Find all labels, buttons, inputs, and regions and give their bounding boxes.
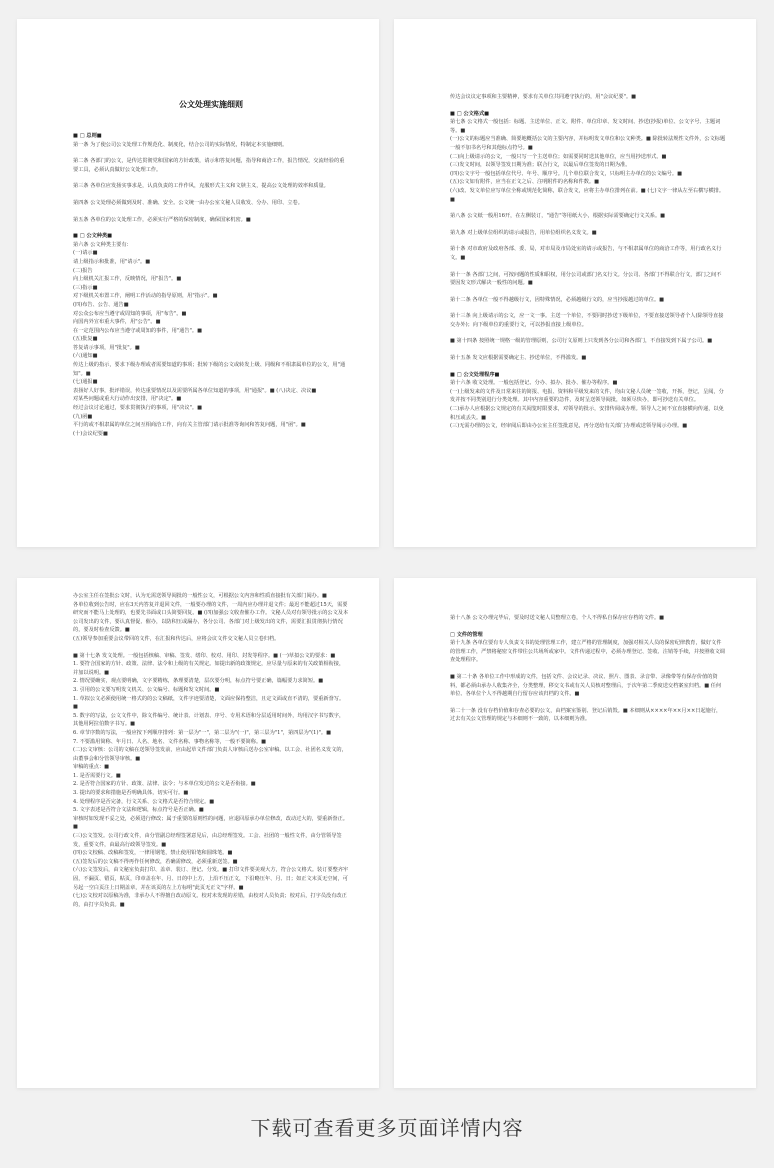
paragraph: 各单位收到公告时，应在3天内答复并退回文件，一般要办理的文件，一周内应办理并退文件；最迟不能超过15天，需要研究而不能马上处理的，也要先书面或口头简要回复。■ (四)加强公文收查催办工作。文秘人员对有领导批示的公文及本公司发出的文件，要认真督促、催办，以防积压或漏办，各分公司、各部门对上级发出的文件，需要汇报贯彻执行情况的，要及时检查反馈。■ [73, 601, 349, 634]
paragraph: (七)通报■ [73, 379, 98, 386]
paragraph: (三)无需办理的公文，经审阅后即由办公室主任签批意见，再分送给有关部门办理或送领导阅示办理。■ [450, 423, 688, 430]
paragraph: (六)通知■ [73, 353, 98, 360]
paragraph: 第二十一条 没有存档价值和存查必要的公文，由档案室鉴别、登记后销毁。■ 本细则从××××年××月××日起施行，过去有关公文管理的规定与本细则不一致的，以本细则为准。 [450, 707, 722, 723]
paragraph: 第六条 公文种类主要有： [73, 241, 132, 248]
paragraph: (五)公文如有附件，应当在正文之后、注明附件的名称和件数。■ [450, 179, 600, 186]
paragraph: 第九条 对上级单位组织的请示或报告，用单位组织名义发文。■ [450, 229, 597, 236]
paragraph: (四)公文校稿、改稿和签发，一律用钢笔，禁止使用铅笔和圆珠笔。■ [73, 850, 233, 857]
paragraph: 传达上级的指示，要求下级办理或者需要知道的事项；批转下级的公文或转发上级、同级和不相隶属单位的公文，用"通知"。■ [73, 362, 346, 377]
paragraph: (十)会议纪要■ [73, 430, 108, 437]
paragraph: (一)上级发来的文件及日常来往的简报、电报、资料和平级发来的文件，均由文秘人员统一签收，开拆，登记，呈阅，分发并按不同类别进行分类处理。其中内容重要的急件，及时呈送领导阅批，如须尽快办，即可抄送有关单位。 [450, 388, 724, 404]
paragraph: 第三条 各单位应发扬实事求是，认真负责的工作作风，克服形式主义和文牍主义，提高公文处理的效率和质量。 [73, 183, 329, 190]
section-heading: ■ □ 公文格式■ [450, 110, 490, 117]
paragraph: (三)指示■ [73, 284, 98, 291]
paragraph: 2. 情况要确实，观点要明确，文字要精练，条理要清楚，层次要分明，标点符号要正确，篇幅要力求简短。■ [73, 678, 324, 685]
paragraph: 第十五条 发文应根据需要确定主、抄送单位，不得滥发。■ [450, 355, 587, 362]
paragraph: (四)公文字号一般包括单位代号、年号、顺序号。几个单位联合发文，只标明主办单位的公文编号。■ [450, 170, 683, 177]
paragraph: 4. 处理程序是否完备，行文关系、公文格式是否符合规定。■ [73, 798, 215, 805]
paragraph: 第十八条 公文办理完毕后，要及时送文秘人员整理立卷，个人不得私自保存应存档的文件。■ [450, 615, 665, 621]
paragraph: (五)签发后的公文稿不得再作任何修改，若确需修改，必须重新送签。■ [73, 858, 238, 865]
section-heading: ■ □ 公文种类■ [73, 233, 113, 240]
section-heading: ■ □ 总则■ [73, 133, 102, 139]
document-page-3 [17, 578, 379, 1088]
paragraph: 第一条 为了使公司公文处理工作规范化、制度化，结合公司的实际情况，特制定本实施细则。 [73, 141, 288, 148]
document-page-2 [394, 19, 756, 547]
paragraph: 5. 文字表述是否符合文法和逻辑，标点符号是否正确。■ [73, 807, 204, 814]
paragraph: 3. 引用的公文要写明发文机关、公文编号、标题和发文时间。■ [73, 686, 220, 693]
section-heading: ■ □ 公文处理程序■ [450, 371, 500, 378]
section-heading: □ 文件的管理 [450, 631, 483, 638]
paragraph: (二)公文审核：公司的文稿在送领导签发前，应由起草文件部门负责人审核后送办公室审稿。以工会、社团名义发文的，由董事会和分管领导审核。■ [73, 747, 347, 762]
paragraph: 5. 数字的写法，公文文件中，除文件编号、统计表、计划表、序号、专用术语和分层适用时间外，均用汉字书写数字，其他用阿拉伯数字书写。■ [73, 712, 345, 728]
paragraph: 2. 是否符合国家的方针、政策、法律、法令；与本单位发过的公文是否衔接。■ [73, 781, 256, 788]
paragraph: 对下级机关布置工作，阐明工作活动的指导原则，用"指示"。■ [73, 293, 218, 300]
paragraph: 3. 提出的要求和措施是否明确具体，切实可行。■ [73, 790, 189, 797]
paragraph: 向上级机关汇报工作，反映情况，用"报告"。■ [73, 276, 182, 283]
paragraph: (二)报告 [73, 267, 93, 274]
page-4-body [450, 614, 726, 724]
paragraph: 向国内外宣布重大事件，用"公告"。■ [73, 319, 161, 326]
paragraph: 办公室主任在签批公文时，认为无需送领导阅批的一般性公文，可根据公文内容和性质直接批有关部门阅办。■ [73, 593, 327, 599]
paragraph: (二)向上级请示的公文，一般只写一个主送单位；如需要同时送其他单位，应当用抄送形式。■ [450, 153, 667, 160]
paragraph: (九)函■ [73, 413, 93, 420]
paragraph: (二)承办人应根据公文规定的有关阅览时限要求，对领导的批示，安排传阅或办理。领导人之间不宜直接横向传递，以免积压或丢失。■ [450, 406, 724, 421]
paragraph: 第十九条 各单位要有专人负责文书的处理管理工作，建立严格的管理制度，加强对相关人员的保密纪律教育，做好文件的管理工作，严禁将秘密文件带往公共场所或家中。文件传递过程中，必须办理登记、签收、注销等手续，并按照收文调查处理程序。 [450, 640, 725, 664]
paragraph: 第十条 对市政府及政府各部、委、局，对市局及市局处室的请示或报告，与不相隶属单位的商洽工作等，用行政名义行文。■ [450, 246, 722, 261]
paragraph: 平行的或不相隶属的单位之间互相商洽工作，向有关主管部门请示批准等询问和答复问题，用"函"。■ [73, 422, 306, 429]
paragraph: 6. 章节序数的写法，一般应按下列顺序排列：第一层为"一"，第二层为"(一)"，第三层为"1"，第四层为"(1)"。■ [73, 729, 331, 736]
paragraph: 第十二条 各单位一般不得越级行文，因特殊情况，必须越级行文的，应当抄报越过的单位。■ [450, 296, 665, 303]
paragraph: 第五条 各单位的公文处理工作，必须实行严格的保密制度，确保国家机密。■ [73, 216, 251, 223]
paragraph: 第七条 公文格式一般包括：标题、主送单位、正文、附件、单位印章、发文时间、抄送(抄报)单位、公文字号、主题词等。■ [450, 119, 721, 134]
paragraph: 审核时如发现不妥之处，必须进行修改；属于重要的原则性的问题，应退回原承办单位修改，改动过大的，要重新誊正。■ [73, 815, 348, 831]
document-title: 公文处理实施细则 [179, 100, 243, 109]
paragraph: (一)公文的标题应当准确、简要地概括公文的主要内容，并标明发文单位和公文种类。■ 除批转法规性文件外，公文标题一般不加书名号和其他标点符号。■ [450, 136, 726, 151]
paragraph: 7. 不要滥用简称、年月日、人名、地名、文件名称、事物名称等，一般不要简称。■ [73, 738, 267, 745]
paragraph: 1. 要符合国家的方针、政策、法律、法令和上级的有关规定。如提出新的政策规定，应尽量与原来的有关政策相衔接，并加以说明。■ [73, 661, 345, 676]
paragraph: ■ 第二十条 各单位工作中形成的文件，包括文件、会议记录、决议、照片、图表、录音带、录像带等有保存价值的资料，都必须由承办人收集齐全，分类整理，移交文书或有关人员核对整理后，于次年第二季度送交档案室归档。■ 任何单位、各单位个人不得越期自行留存应该归档的文件。■ [450, 673, 722, 698]
document-page-1 [17, 19, 379, 547]
paragraph: 请上级指示和批准，用"请示"。■ [73, 258, 151, 265]
paragraph: ■ 第十七条 发文处理。一般包括核稿、审稿、签发、缮印、校对、用印、封发等程序。■ (一)草拟公文的要求：■ [73, 652, 336, 659]
paragraph: 第十六条 收文处理。一般包括登记、分办、拟办、批办、催办等程序。■ [450, 380, 618, 387]
paragraph: (三)发文时间，以领导签发日期为准；联合行文，以最后单位签发的日期为准。 [450, 162, 631, 169]
paragraph: (四)布告、公告、通告■ [73, 301, 129, 308]
paragraph: 对公众公布应当遵守或周知的事项，用"布告"。■ [73, 310, 187, 317]
paragraph: (五)领导参加重要会议带回的文件，在汇报和传达后，应将会议文件交文秘人员立卷归档。 [73, 635, 280, 642]
page-1-body [73, 132, 349, 438]
paragraph: ■ 第十四条 按照统一规格一级的管理原则，公司行文原则上只发到各分公司和各部门，不直接发到下属子公司。■ [450, 338, 713, 345]
paragraph: 答复请示事项，用"批复"。■ [73, 344, 140, 351]
page-2-body [450, 93, 726, 431]
paragraph: (六)公文签发后，由文秘室负责打印、盖章、装订、登记、分发。■ 打印文件要美观大方，符合公文格式。装订要整齐牢固，不漏页、错页，粘页，印章盖在年、月、日的中上方，上沿不压正文，下沿略压年、月、日；如正文末页无空间，可另起一空白页注上日期盖章，并在该页的左上方标明"此页无正文"字样。■ [73, 867, 349, 891]
paragraph: 1. 是否需要行文。■ [73, 772, 121, 779]
page-3-body [73, 592, 349, 909]
paragraph: 经过会议讨论通过，要求贯彻执行的事项，用"决议"。■ [73, 405, 202, 412]
paragraph: (六)改、发文单位应写单位全称或规范化简称，联合发文，应将主办单位排列在前。■ (七)文字一律从左至右横写横排。■ [450, 187, 725, 203]
download-more-prompt[interactable]: 下载可查看更多页面详情内容 [250, 1116, 524, 1140]
paragraph: (七)公文校对以原稿为准，非承办人不得擅自改动原文。校对未发现的差错，由校对人员负责；校对后，打字员没有改正的，由打字员负责。■ [73, 893, 347, 908]
document-page-4 [394, 578, 756, 1088]
paragraph: (一)请示■ [73, 250, 98, 257]
paragraph: 在一定范围内公布应当遵守或周知的事件，用"通告"。■ [73, 327, 202, 334]
paragraph: (三)公文签发。公司行政文件，由分管副总经理签署意见后，由总经理签发。工会、社团的一般性文件，由分管领导签发，重要文件，由最高行政领导签发。■ [73, 833, 342, 848]
paragraph: 对某些问题或重大行动作出安排，用"决定"。■ [73, 396, 182, 403]
paragraph: 第八条 公文纸一般用16开，在左侧装订，"通告"等用纸大小，根据实际需要确定行文关系。■ [450, 213, 666, 220]
paragraph: 表扬好人好事，批评错误，传达重要情况以及需要所属各单位知道的事项，用"通报"。■ (八)决定、决议■ [73, 387, 317, 394]
paragraph: 审稿的重点：■ [73, 764, 110, 771]
paragraph: 1. 草拟公文必须使用统一格式的的公文稿纸，文件字迹要清楚，文面应保持整洁，且定文面或直不清的，要重新誊写。■ [73, 695, 345, 711]
paragraph: 传达会议议定事项和主要精神，要求有关单位共同遵守执行的，用"会议纪要"。■ [450, 94, 637, 100]
paragraph: 第二条 各部门的公文，是传达贯彻党和国家的方针政策，请示和答复问题，指导和商洽工作，报告情况，交流经验的重要工具，必须认真做好公文处理工作。 [73, 158, 345, 173]
paragraph: (五)批复■ [73, 336, 98, 343]
paragraph: 第十一条 各部门之间，可按问题的性质和职权，用分公司或部门名义行文。分公司、各部门不得联合行文，部门之间不要因发文形式解决一般性的问题。■ [450, 271, 722, 287]
paragraph: 第十三条 向上级请示的公文，应一文一事。主送一个单位，不要同时抄送下级单位，不要直接送领导者个人(除领导直接交办外)；向下级单位的重要行文，可以抄报直接上级单位。 [450, 313, 724, 328]
paragraph: 第四条 公文处理必须做到及时、准确、安全。公文统一由办公室文秘人员收发、分办、用印、立卷。 [73, 199, 303, 206]
